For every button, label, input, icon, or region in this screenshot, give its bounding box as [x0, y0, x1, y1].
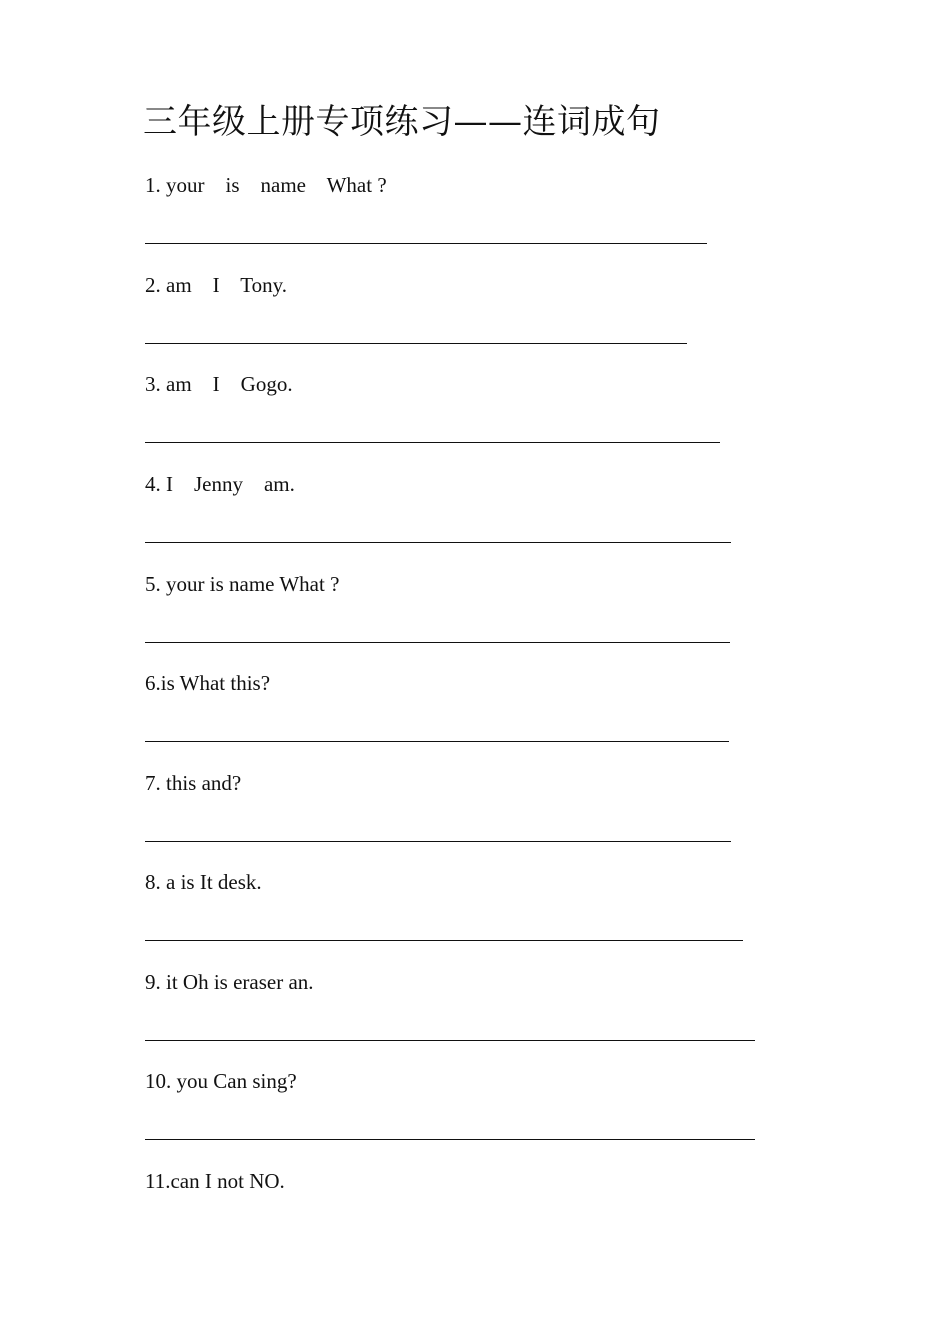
- answer-line-7[interactable]: [145, 841, 731, 842]
- question-11: 11.can I not NO.: [145, 1169, 285, 1193]
- answer-line-9[interactable]: [145, 1040, 755, 1041]
- answer-line-3[interactable]: [145, 442, 720, 443]
- question-1: 1. your is name What ?: [145, 173, 387, 197]
- question-6: 6.is What this?: [145, 671, 271, 695]
- answer-line-8[interactable]: [145, 940, 743, 941]
- question-8: 8. a is It desk.: [145, 870, 262, 894]
- answer-line-5[interactable]: [145, 642, 730, 643]
- answer-line-6[interactable]: [145, 741, 729, 742]
- question-2: 2. am I Tony.: [145, 273, 288, 297]
- answer-line-1[interactable]: [145, 243, 707, 244]
- answer-line-2[interactable]: [145, 343, 687, 344]
- question-3: 3. am I Gogo.: [145, 372, 293, 396]
- answer-line-4[interactable]: [145, 542, 731, 543]
- question-10: 10. you Can sing?: [145, 1069, 297, 1093]
- question-4: 4. I Jenny am.: [145, 472, 295, 496]
- question-9: 9. it Oh is eraser an.: [145, 970, 314, 994]
- worksheet-title: 三年级上册专项练习——连词成句: [143, 102, 661, 142]
- question-5: 5. your is name What ?: [145, 572, 340, 596]
- answer-line-10[interactable]: [145, 1139, 755, 1140]
- question-7: 7. this and?: [145, 771, 242, 795]
